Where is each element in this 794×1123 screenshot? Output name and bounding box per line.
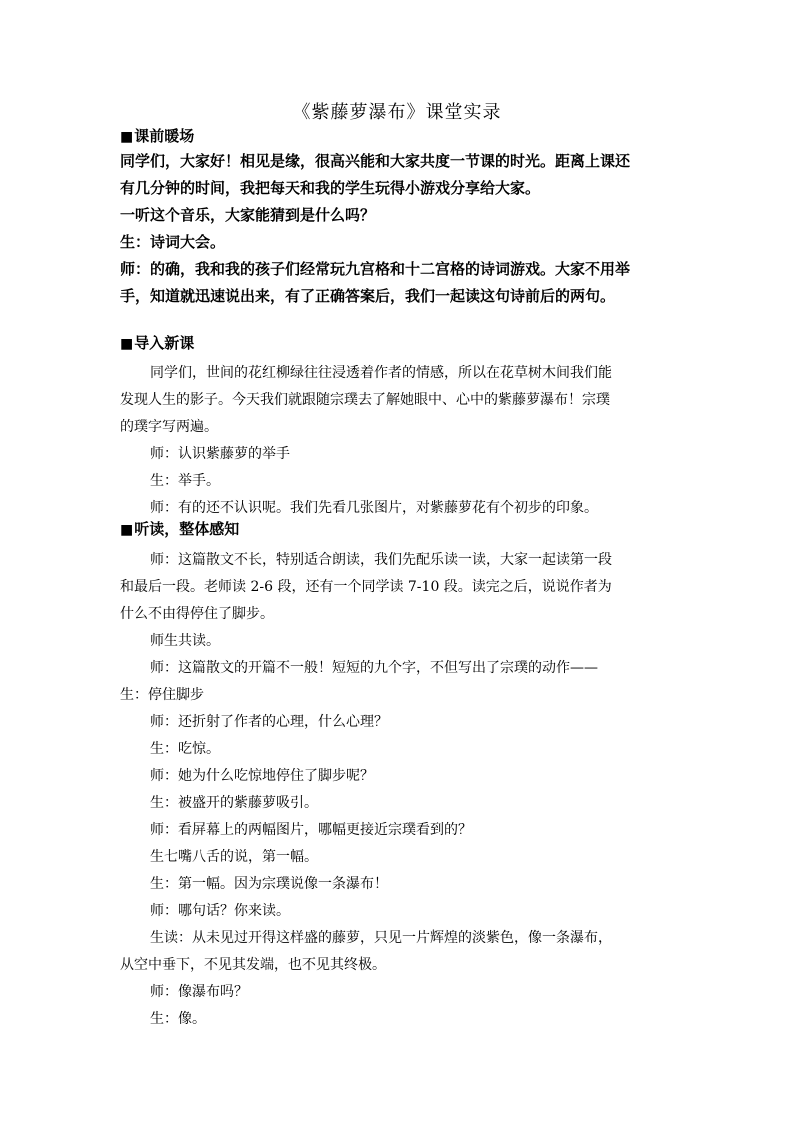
paragraph-line: 手，知道就迅速说出来，有了正确答案后，我们一起读这句诗前后的两句。 xyxy=(120,287,616,305)
section-heading-reading xyxy=(120,518,239,539)
paragraph-line: 生：停住脚步 xyxy=(120,687,204,703)
paragraph-line: 生：举手。 xyxy=(150,473,220,489)
paragraph-line: 生七嘴八舌的说，第一幅。 xyxy=(150,849,318,865)
paragraph-line: 一听这个音乐，大家能猜到是什么吗？ xyxy=(120,206,376,224)
square-bullet-icon: ■ xyxy=(120,336,134,352)
paragraph-line: 生：诗词大会。 xyxy=(120,233,226,251)
paragraph-line: 师：这篇散文不长，特别适合朗读，我们先配乐读一读，大家一起读第一段 xyxy=(150,552,612,568)
paragraph-line: 的璞字写两遍。 xyxy=(120,419,218,435)
paragraph-line: 师生共读。 xyxy=(150,633,220,649)
paragraph-line: 生：像。 xyxy=(150,1011,206,1027)
paragraph-line: 从空中垂下，不见其发端，也不见其终极。 xyxy=(120,957,386,973)
section-heading-text: 课前暖场 xyxy=(134,127,195,145)
paragraph-line: 师：认识紫藤萝的举手 xyxy=(150,446,290,462)
paragraph-line: 师：她为什么吃惊地停住了脚步呢？ xyxy=(150,768,374,784)
paragraph-line: 师：哪句话？你来读。 xyxy=(150,903,290,919)
paragraph-line: 师：的确，我和我的孩子们经常玩九宫格和十二宫格的诗词游戏。大家不用举 xyxy=(120,260,631,278)
paragraph-line: 什么不由得停住了脚步。 xyxy=(120,606,274,622)
paragraph-line: 师：这篇散文的开篇不一般！短短的九个字，不但写出了宗璞的动作—— xyxy=(150,660,598,676)
paragraph-line: 有几分钟的时间，我把每天和我的学生玩得小游戏分享给大家。 xyxy=(120,179,541,197)
paragraph-line: 师：看屏幕上的两幅图片，哪幅更接近宗璞看到的？ xyxy=(150,822,472,838)
section-heading-text: 导入新课 xyxy=(134,334,195,352)
paragraph-line: 发现人生的影子。今天我们就跟随宗璞去了解她眼中、心中的紫藤萝瀑布！宗璞 xyxy=(120,392,610,408)
paragraph-line: 生读：从未见过开得这样盛的藤萝，只见一片辉煌的淡紫色，像一条瀑布， xyxy=(150,930,612,946)
section-heading-intro xyxy=(120,332,194,353)
paragraph-line: 师：像瀑布吗？ xyxy=(150,984,248,1000)
paragraph-line: 生：被盛开的紫藤萝吸引。 xyxy=(150,795,318,811)
section-heading-warmup xyxy=(120,125,194,146)
document-title: 《紫藤萝瀑布》课堂实录 xyxy=(292,102,502,123)
paragraph-line: 同学们，世间的花红柳绿往往浸透着作者的情感，所以在花草树木间我们能 xyxy=(150,365,612,381)
paragraph-line: 和最后一段。老师读 2-6 段，还有一个同学读 7-10 段。读完之后，说说作者为 xyxy=(120,579,612,595)
paragraph-line: 生：第一幅。因为宗璞说像一条瀑布！ xyxy=(150,876,388,892)
square-bullet-icon: ■ xyxy=(120,522,134,538)
paragraph-line: 师：还折射了作者的心理，什么心理？ xyxy=(150,714,388,730)
square-bullet-icon: ■ xyxy=(120,129,134,145)
paragraph-line: 同学们，大家好！相见是缘，很高兴能和大家共度一节课的时光。距离上课还 xyxy=(120,152,631,170)
paragraph-line: 生：吃惊。 xyxy=(150,741,220,757)
section-heading-text: 听读，整体感知 xyxy=(134,520,240,538)
paragraph-line: 师：有的还不认识呢。我们先看几张图片，对紫藤萝花有个初步的印象。 xyxy=(150,500,598,516)
